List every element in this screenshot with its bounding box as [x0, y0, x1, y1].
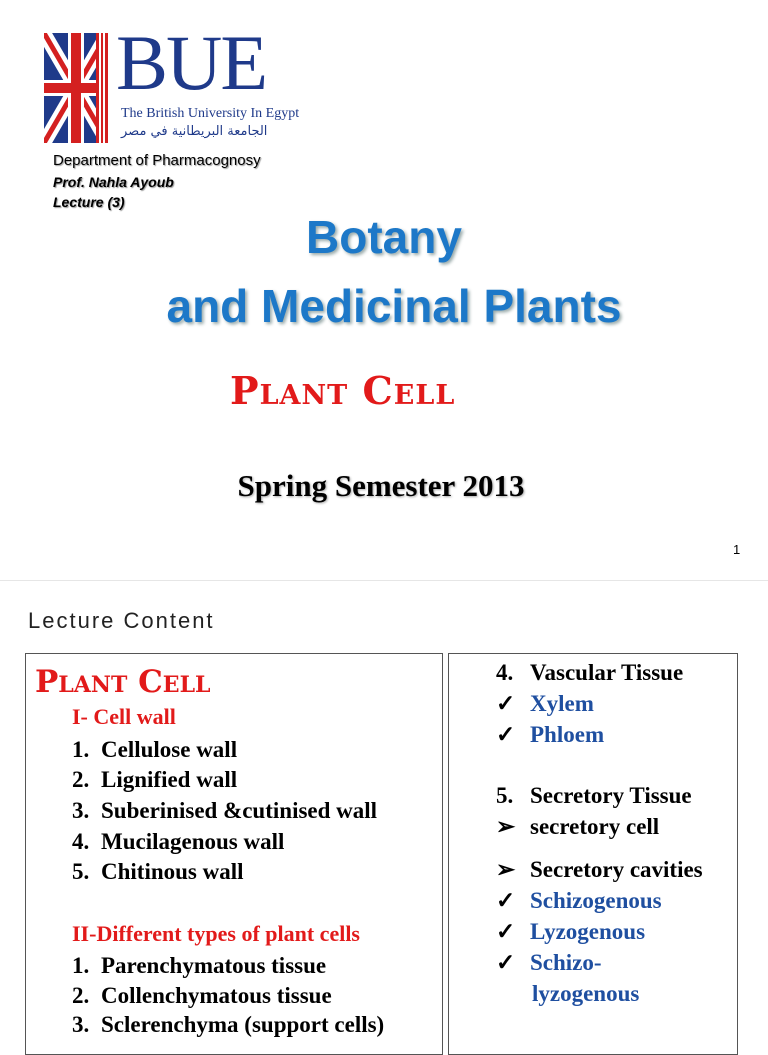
logo-wordmark: BUE: [116, 19, 266, 106]
slide-divider: [0, 580, 768, 581]
list-item: ➢ Secretory cavities: [496, 857, 703, 882]
list-item: 5. Chitinous wall: [72, 859, 244, 884]
list-item: ✓ Schizogenous: [496, 888, 662, 913]
list-item: 2. Lignified wall: [72, 767, 238, 792]
list-item: 4. Mucilagenous wall: [72, 829, 285, 854]
checkmark-icon: ✓: [496, 919, 516, 944]
topic-title: Plant Cell: [230, 368, 456, 413]
section-plant-cell-types: II-Different types of plant cells: [72, 921, 360, 946]
list-item: 1. Cellulose wall: [72, 737, 238, 762]
title-line-2: and Medicinal Plants: [166, 280, 622, 332]
left-topic-title: Plant Cell: [35, 664, 211, 700]
checkmark-icon: ✓: [496, 888, 516, 913]
list-item: 1. Parenchymatous tissue: [72, 953, 327, 978]
union-flag-logo-icon: [44, 33, 108, 143]
arrow-bullet-icon: ➢: [496, 814, 516, 839]
logo-subtitle-arabic: الجامعة البريطانية في مصر: [121, 124, 268, 139]
logo-subtitle: The British University In Egypt: [121, 106, 300, 121]
department-label: Department of Pharmacognosy: [53, 152, 261, 169]
semester-label: Spring Semester 2013: [237, 468, 525, 503]
section-cell-wall: I- Cell wall: [72, 704, 176, 729]
list-item: ✓ Phloem: [496, 722, 605, 747]
vascular-tissue-item: 4. Vascular Tissue: [496, 660, 684, 685]
professor-label: Prof. Nahla Ayoub: [53, 174, 174, 190]
checkmark-icon: ✓: [496, 722, 516, 747]
lecture-content-heading: Lecture Content: [28, 608, 215, 633]
list-item: ✓ Xylem: [496, 691, 594, 716]
checkmark-icon: ✓: [496, 950, 516, 975]
title-line-1: Botany: [306, 211, 462, 263]
lecture-label: Lecture (3): [53, 194, 125, 210]
list-item: 2. Collenchymatous tissue: [72, 983, 332, 1008]
list-item-continuation: lyzogenous: [532, 981, 640, 1006]
checkmark-icon: ✓: [496, 691, 516, 716]
list-item: ✓ Schizo-: [496, 950, 602, 975]
list-item: ✓ Lyzogenous: [496, 919, 646, 944]
arrow-bullet-icon: ➢: [496, 857, 516, 882]
list-item: 3. Sclerenchyma (support cells): [72, 1012, 385, 1037]
page-number: 1: [733, 542, 741, 557]
list-item: ➢ secretory cell: [496, 814, 660, 839]
secretory-tissue-item: 5. Secretory Tissue: [496, 783, 692, 808]
list-item: 3. Suberinised &cutinised wall: [72, 798, 378, 823]
